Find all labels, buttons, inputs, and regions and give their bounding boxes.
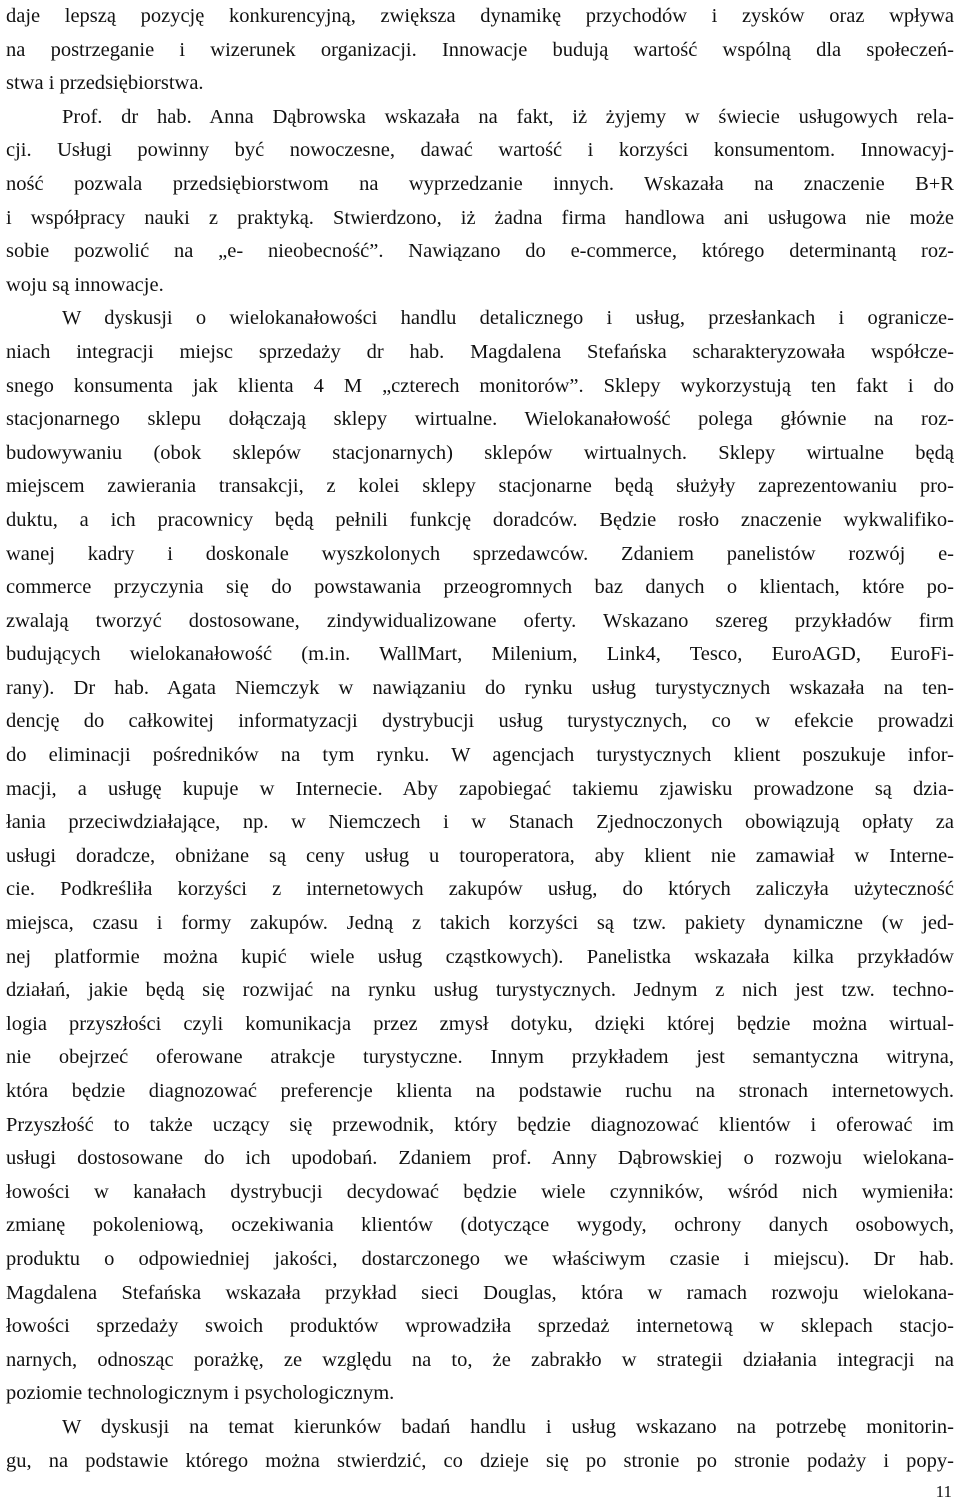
text-line: stwa i przedsiębiorstwa. bbox=[6, 72, 204, 95]
text-line: niach integracji miejsc sprzedaży dr hab. Magdalena Stefańska scharakteryzowała współcze- bbox=[6, 340, 954, 363]
text-line: usługi doradcze, obniżane są ceny usług u touroperatora, aby klient nie zamawiał w Interne- bbox=[6, 844, 954, 867]
text-line: łowości w kanałach dystrybucji decydować będzie wiele czynników, wśród nich wymieniła: bbox=[6, 1180, 954, 1203]
text-line: która będzie diagnozować preferencje klienta na podstawie ruchu na stronach internetowych. bbox=[6, 1080, 954, 1102]
text-line: rany). Dr hab. Agata Niemczyk w nawiązaniu do rynku usług turystycznych wskazała na ten- bbox=[6, 676, 954, 699]
text-line: cie. Podkreśliła korzyści z internetowych zakupów usług, do których zaliczyła użyteczność bbox=[6, 878, 954, 901]
text-line: i współpracy nauki z praktyką. Stwierdzono, iż żadna firma handlowa ani usługowa nie może bbox=[6, 206, 954, 229]
text-line: Magdalena Stefańska wskazała przykład sieci Douglas, która w ramach rozwoju wielokana- bbox=[6, 1281, 954, 1304]
text-line: sobie pozwolić na „e- nieobecność”. Nawiązano do e-commerce, którego determinantą roz- bbox=[6, 240, 954, 263]
text-line: ność pozwala przedsiębiorstwom na wyprzedzanie innych. Wskazała na znaczenie B+R bbox=[6, 172, 954, 195]
text-line: wanej kadry i doskonale wyszkolonych sprzedawców. Zdaniem panelistów rozwój e- bbox=[6, 542, 954, 565]
text-line: łania przeciwdziałające, np. w Niemczech i w Stanach Zjednoczonych obowiązują opłaty za bbox=[6, 811, 954, 834]
text-line: na postrzeganie i wizerunek organizacji. Innowacje budują wartość wspólną dla społeczeń- bbox=[6, 38, 954, 61]
text-line: poziomie technologicznym i psychologicznym. bbox=[6, 1382, 395, 1405]
text-line: zwalają tworzyć dostosowane, zindywidualizowane oferty. Wskazano szereg przykładów firm bbox=[6, 609, 954, 632]
text-line: narnych, odnosząc porażkę, ze względu na to, że zabrakło w strategii działania integracji na bbox=[6, 1348, 954, 1371]
text-line: produktu o odpowiedniej jakości, dostarczonego we właściwym czasie i miejscu). Dr hab. bbox=[6, 1247, 954, 1270]
body-text bbox=[6, 0, 954, 1478]
text-line: W dyskusji na temat kierunków badań handlu i usług wskazano na potrzebę monitorin- bbox=[62, 1415, 954, 1438]
text-line: daje lepszą pozycję konkurencyjną, zwiększa dynamikę przychodów i zysków oraz wpływa bbox=[6, 5, 954, 27]
text-line: gu, na podstawie którego można stwierdzić, co dzieje się po stronie po stronie podaży i popy- bbox=[6, 1449, 954, 1472]
text-line: duktu, a ich pracownicy będą pełnili funkcję doradców. Będzie rosło znaczenie wykwalifiko- bbox=[6, 508, 954, 531]
text-line: commerce przyczynia się do powstawania przeogromnych baz danych o klientach, które po- bbox=[6, 576, 954, 599]
text-line: budujących wielokanałowość (m.in. WallMart, Milenium, Link4, Tesco, EuroAGD, EuroFi- bbox=[6, 643, 954, 666]
text-line: dencję do całkowitej informatyzacji dystrybucji usług turystycznych, co w efekcie prowadzi bbox=[6, 710, 954, 733]
text-line: woju są innowacje. bbox=[6, 273, 164, 296]
document-page bbox=[6, 0, 954, 1478]
text-line: miejsca, czasu i formy zakupów. Jedną z takich korzyści są tzw. pakiety dynamiczne (w jed- bbox=[6, 912, 954, 935]
text-line: Prof. dr hab. Anna Dąbrowska wskazała na fakt, iż żyjemy w świecie usługowych rela- bbox=[62, 105, 954, 128]
text-line: snego konsumenta jak klienta 4 M „czterech monitorów”. Sklepy wykorzystują ten fakt i do bbox=[6, 374, 954, 397]
text-line: działań, jakie będą się rozwijać na rynku usług turystycznych. Jednym z nich jest tzw. techno- bbox=[6, 979, 954, 1002]
text-line: budowywaniu (obok sklepów stacjonarnych) sklepów wirtualnych. Sklepy wirtualne będą bbox=[6, 441, 954, 464]
text-line: zmianę pokoleniową, oczekiwania klientów (dotyczące wygody, ochrony danych osobowych, bbox=[6, 1214, 954, 1237]
text-line: usługi dostosowane do ich upodobań. Zdaniem prof. Anny Dąbrowskiej o rozwoju wielokana- bbox=[6, 1147, 954, 1170]
page-number: 11 bbox=[935, 1482, 952, 1501]
text-line: cji. Usługi powinny być nowoczesne, dawać wartość i korzyści konsumentom. Innowacyj- bbox=[6, 139, 954, 162]
text-line: logia przyszłości czyli komunikacja przez zmysł dotyku, dzięki której będzie można wirtual- bbox=[6, 1012, 954, 1035]
text-line: Przyszłość to także uczący się przewodnik, który będzie diagnozować klientów i oferować im bbox=[6, 1113, 954, 1136]
text-line: miejscem zawierania transakcji, z kolei sklepy stacjonarne będą służyły zaprezentowaniu pro- bbox=[6, 475, 954, 498]
text-line: macji, a usługę kupuje w Internecie. Aby zapobiegać takiemu zjawisku prowadzone są dzia- bbox=[6, 777, 954, 800]
text-line: do eliminacji pośredników na tym rynku. W agencjach turystycznych klient poszukuje infor- bbox=[6, 744, 954, 767]
text-line: W dyskusji o wielokanałowości handlu detalicznego i usług, przesłankach i ogranicze- bbox=[62, 307, 954, 330]
text-line: nie obejrzeć oferowane atrakcje turystyczne. Innym przykładem jest semantyczna witryna, bbox=[6, 1046, 954, 1069]
text-line: stacjonarnego sklepu dołączają sklepy wirtualne. Wielokanałowość polega głównie na roz- bbox=[6, 408, 954, 431]
text-line: nej platformie można kupić wiele usług cząstkowych). Panelistka wskazała kilka przykładów bbox=[6, 945, 954, 968]
text-line: łowości sprzedaży swoich produktów wprowadziła sprzedaż internetową w sklepach stacjo- bbox=[6, 1315, 954, 1338]
